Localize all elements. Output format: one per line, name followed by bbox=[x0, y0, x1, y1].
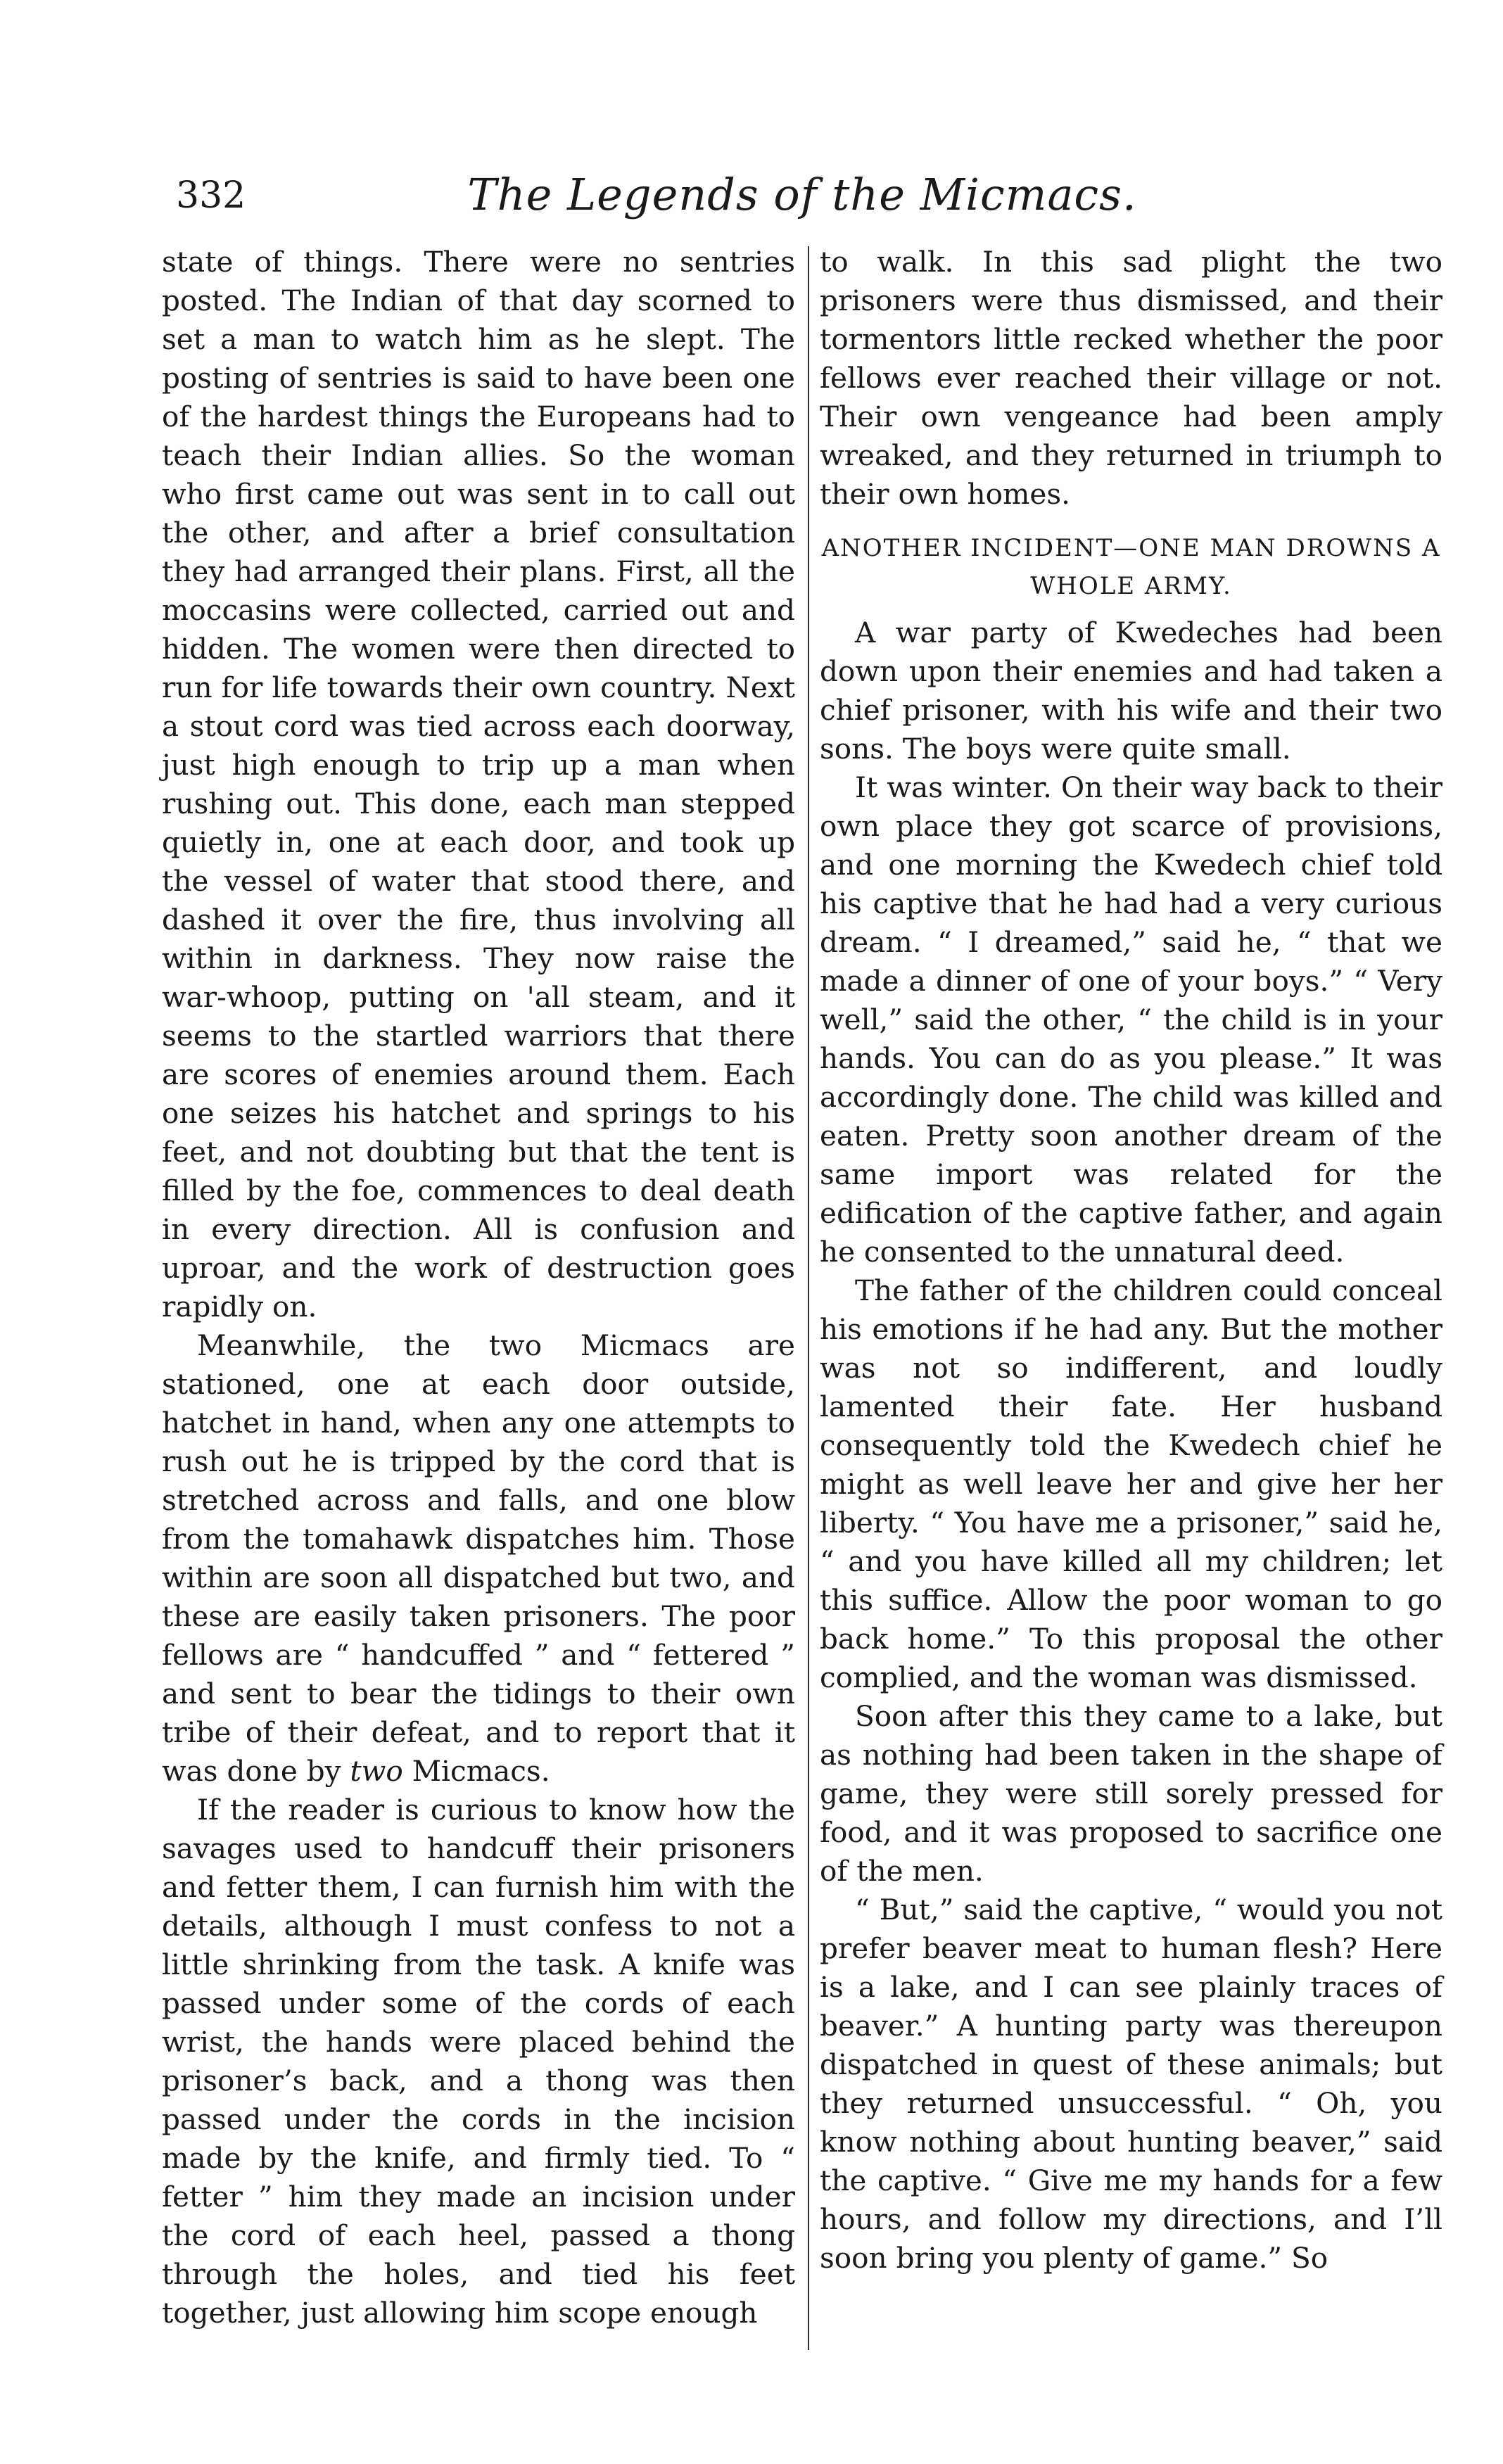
left-column bbox=[162, 243, 795, 2330]
paragraph: Soon after this they came to a lake, but as nothing had been taken in the shape of game, they were still sorely pressed for food, and it was proposed to sacrifice one of the men. bbox=[820, 1699, 1442, 1888]
section-heading: ANOTHER INCIDENT—ONE MAN DROWNS A WHOLE ARMY. bbox=[821, 534, 1441, 600]
right-column bbox=[820, 243, 1442, 2302]
page-header bbox=[169, 169, 1435, 232]
text-run: Meanwhile, the two Micmacs are stationed, one at each door outside, hatchet in hand, when any one attempts to rush out he is tripped by the cord that is stretched across and falls, and one blow from the tomahawk dispatches him. Those within are soon all dispatched but two, and these are easily taken prisoners. The poor fellows are “ handcuffed ” and “ fettered ” and sent to bear the tidings to their own tribe of their defeat, and to report that it was done by bbox=[162, 1328, 795, 1788]
paragraph: state of things. There were no sentries posted. The Indian of that day scorned to set a man to watch him as he slept. The posting of sentries is said to have been one of the hardest things the Europeans had to teach their Indian allies. So the woman who first came out was sent in to call out the other, and after a brief consultation they had arranged their plans. First, all the moccasins were collected, carried out and hidden. The women were then directed to run for life towards their own country. Next a stout cord was tied across each doorway, just high enough to trip up a man when rushing out. This done, each man stepped quietly in, one at each door, and took up the vessel of water that stood there, and dashed it over the fire, thus involving all within in darkness. They now raise the war-whoop, putting on 'all steam, and it seems to the startled warriors that there are scores of enemies around them. Each one seizes his hatchet and springs to his feet, and not doubting but that the tent is filled by the foe, commences to deal death in every direction. All is confusion and uproar, and the work of destruction goes rapidly on. bbox=[162, 245, 795, 1323]
text-run: Micmacs. bbox=[402, 1754, 550, 1788]
paragraph: A war party of Kwedeches had been down upon their enemies and had taken a chief prisoner, with his wife and their two sons. The boys were quite small. bbox=[820, 616, 1442, 766]
paragraph bbox=[162, 1326, 795, 1791]
column-divider bbox=[808, 246, 809, 2350]
italic-word: two bbox=[350, 1754, 403, 1788]
running-title: The Legends of the Micmacs. bbox=[467, 169, 1137, 220]
paragraph: If the reader is curious to know how the savages used to handcuff their prisoners and fetter them, I can furnish him with the details, although I must confess to not a little shrinking from the task. A knife was passed under some of the cords of each wrist, the hands were placed behind the prisoner’s back, and a thong was then passed under the cords in the incision made by the knife, and firmly tied. To “ fetter ” him they made an incision under the cord of each heel, passed a thong through the holes, and tied his feet together, just allowing him scope enough bbox=[162, 1793, 795, 2330]
paragraph: “ But,” said the captive, “ would you not prefer beaver meat to human flesh? Here is a lake, and I can see plainly traces of beaver.” A hunting party was thereupon dispatched in quest of these animals; but they returned unsuccessful. “ Oh, you know nothing about hunting beaver,” said the captive. “ Give me my hands for a few hours, and follow my directions, and I’ll soon bring you plenty of game.” So bbox=[820, 1893, 1442, 2275]
paragraph: The father of the children could conceal his emotions if he had any. But the mother was not so indifferent, and loudly lamented their fate. Her husband consequently told the Kwedech chief he might as well leave her and give her her liberty. “ You have me a prisoner,” said he, “ and you have killed all my children; let this suffice. Allow the poor woman to go back home.” To this proposal the other complied, and the woman was dismissed. bbox=[820, 1274, 1442, 1694]
paragraph: to walk. In this sad plight the two prisoners were thus dismissed, and their tormentors little recked whether the poor fellows ever reached their village or not. Their own vengeance had been amply wreaked, and they returned in triumph to their own homes. bbox=[820, 245, 1442, 511]
paragraph: It was winter. On their way back to their own place they got scarce of provisions, and one morning the Kwedech chief told his captive that he had had a very curious dream. “ I dreamed,” said he, “ that we made a dinner of one of your boys.” “ Very well,” said the other, “ the child is in your hands. You can do as you please.” It was accordingly done. The child was killed and eaten. Pretty soon another dream of the same import was related for the edification of the captive father, and again he consented to the unnatural deed. bbox=[820, 770, 1442, 1269]
page-number: 332 bbox=[176, 174, 246, 217]
